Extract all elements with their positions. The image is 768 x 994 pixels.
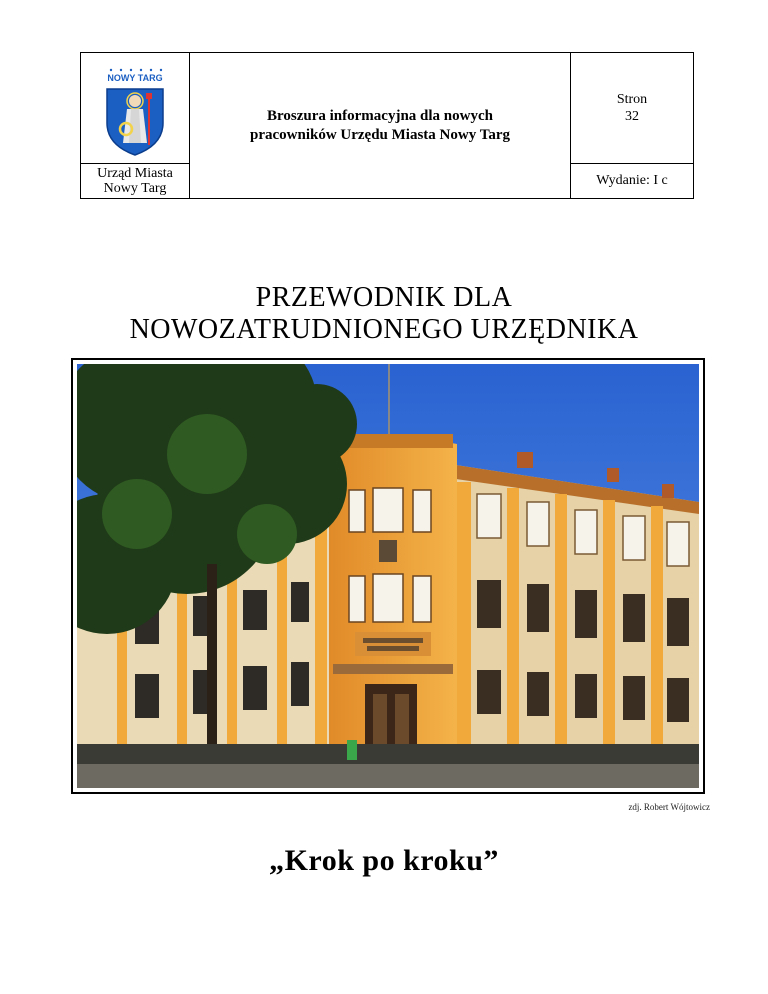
pages-label: Stron — [616, 92, 648, 107]
town-hall-building-image — [77, 364, 699, 788]
edition-label: Wydanie: I c — [596, 173, 668, 188]
nowy-targ-coat-of-arms-icon — [97, 65, 173, 157]
office-name-line1: Urząd Miasta — [97, 166, 173, 181]
brochure-title-cell — [190, 53, 571, 199]
town-hall-photo — [71, 358, 705, 794]
page-title — [0, 282, 768, 346]
brochure-title-line1: Broszura informacyjna dla nowych — [267, 107, 493, 124]
photo-credit: zdj. Robert Wójtowicz — [628, 802, 710, 812]
page-count-cell — [571, 53, 694, 164]
page-title-line2: NOWOZATRUDNIONEGO URZĘDNIKA — [129, 314, 639, 345]
document-header — [80, 52, 694, 199]
office-name-cell — [81, 164, 190, 199]
office-name-line2: Nowy Targ — [103, 181, 167, 196]
brochure-title-line2: pracowników Urzędu Miasta Nowy Targ — [249, 126, 510, 143]
slogan: „Krok po kroku” — [269, 844, 499, 877]
pages-count: 32 — [625, 109, 639, 124]
logo-caption: NOWY TARG — [107, 73, 163, 83]
page-title-line1: PRZEWODNIK DLA — [255, 282, 513, 313]
edition-cell — [571, 164, 694, 199]
coat-of-arms-cell — [81, 53, 190, 164]
